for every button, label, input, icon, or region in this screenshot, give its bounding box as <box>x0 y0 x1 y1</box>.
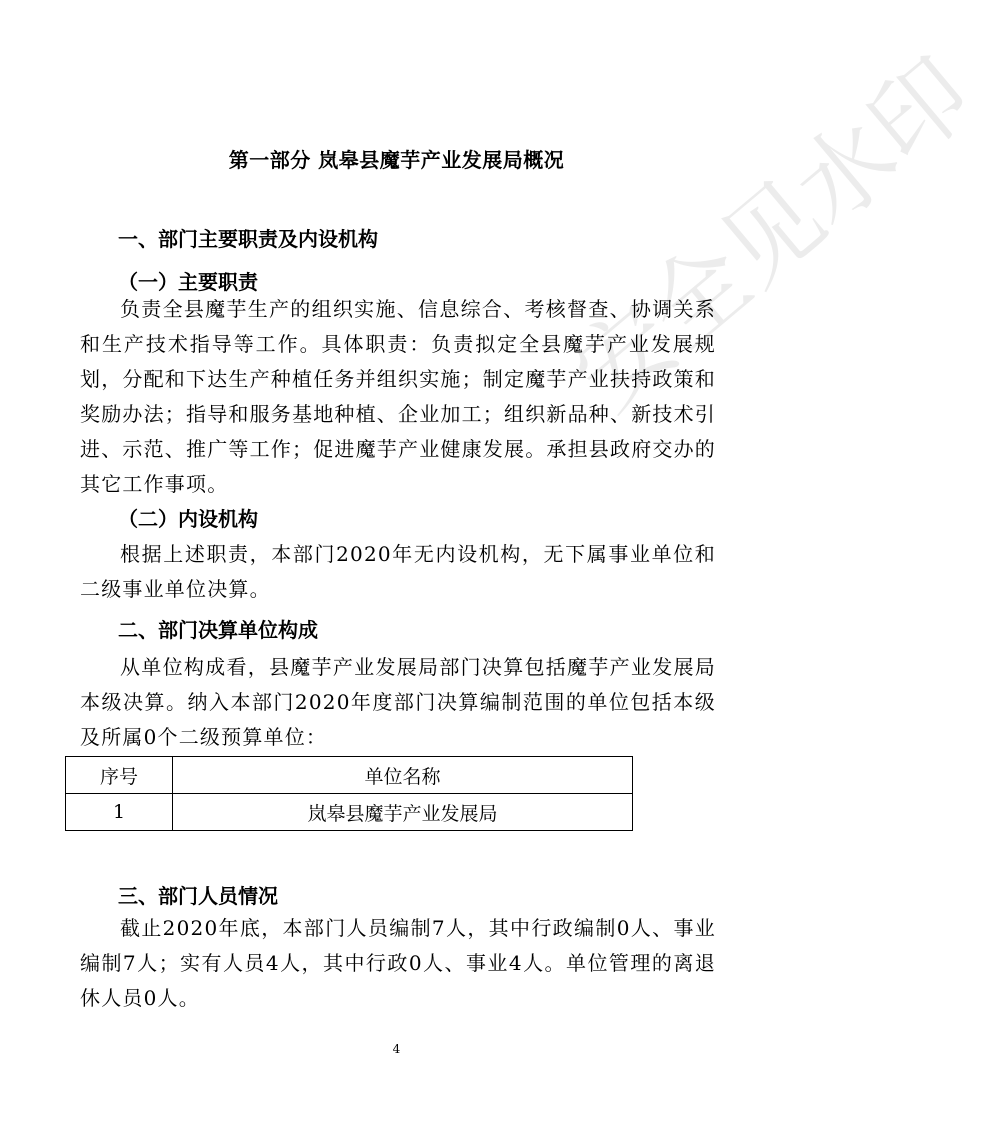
section-heading-units: 二、部门决算单位构成 <box>118 618 318 642</box>
page-number: 4 <box>392 1042 401 1056</box>
units-table <box>65 756 633 831</box>
watermark: 安全见水印 <box>552 36 993 432</box>
table-row <box>66 794 633 831</box>
paragraph-main-duties: 负责全县魔芋生产的组织实施、信息综合、考核督查、协调关系和生产技术指导等工作。具体职责：负责拟定全县魔芋产业发展规划，分配和下达生产种植任务并组织实施；制定魔芋产业扶持政策和奖励办法；指导和服务基地种植、企业加工；组织新品种、新技术引进、示范、推广等工作；促进魔芋产业健康发展。承担县政府交办的其它工作事项。 <box>80 297 716 496</box>
subheading-main-duties: （一）主要职责 <box>118 270 258 294</box>
table-header-row <box>66 757 633 794</box>
table-cell-index: 1 <box>66 794 173 831</box>
subheading-internal-structure: （二）内设机构 <box>118 507 258 531</box>
table-header-unit-name: 单位名称 <box>173 757 633 794</box>
table-cell-unit-name: 岚皋县魔芋产业发展局 <box>173 794 633 831</box>
page-title: 第一部分 岚皋县魔芋产业发展局概况 <box>228 148 565 172</box>
table-header-index: 序号 <box>66 757 173 794</box>
paragraph-internal-structure: 根据上述职责，本部门2020年无内设机构，无下属事业单位和二级事业单位决算。 <box>80 542 716 601</box>
section-heading-staff: 三、部门人员情况 <box>118 884 278 908</box>
paragraph-staff: 截止2020年底，本部门人员编制7人，其中行政编制0人、事业编制7人；实有人员4人，其中行政0人、事业4人。单位管理的离退休人员0人。 <box>80 916 716 1010</box>
paragraph-units: 从单位构成看，县魔芋产业发展局部门决算包括魔芋产业发展局本级决算。纳入本部门2020年度部门决算编制范围的单位包括本级及所属0个二级预算单位： <box>80 655 716 749</box>
section-heading-duties: 一、部门主要职责及内设机构 <box>118 227 378 251</box>
